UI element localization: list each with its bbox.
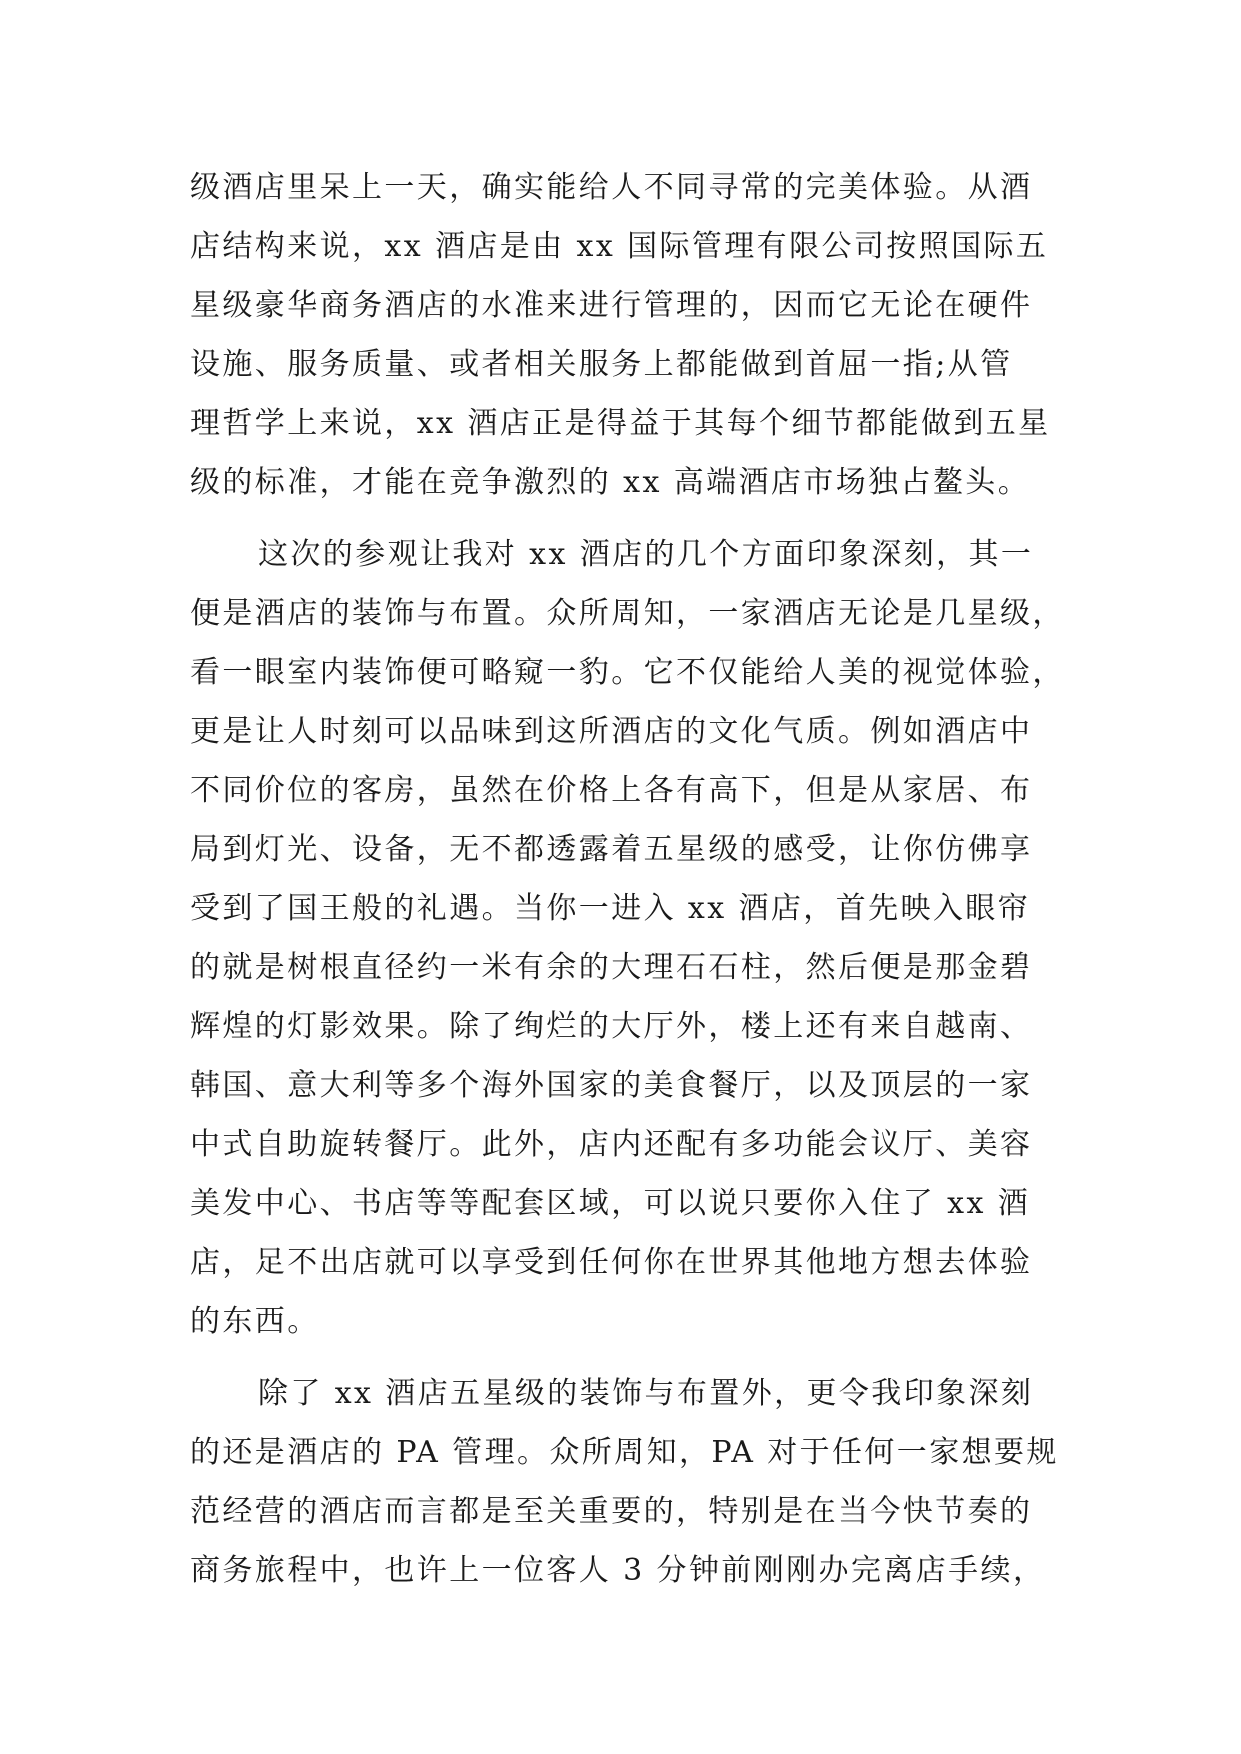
text-line: 看一眼室内装饰便可略窥一豹。它不仅能给人美的视觉体验，: [190, 655, 1065, 690]
paragraph-3: [190, 1364, 1059, 1600]
text-line: 局到灯光、设备，无不都透露着五星级的感受，让你仿佛享: [190, 832, 1033, 867]
text-line: 美发中心、书店等等配套区域，可以说只要你入住了 xx 酒: [190, 1186, 1031, 1221]
text-line: 便是酒店的装饰与布置。众所周知，一家酒店无论是几星级，: [190, 596, 1065, 631]
paragraph-1: [190, 158, 1051, 512]
text-line: 辉煌的灯影效果。除了绚烂的大厅外，楼上还有来自越南、: [190, 1009, 1033, 1044]
paragraph-2: [190, 525, 1065, 1351]
document-body: [190, 158, 1065, 1600]
text-line: 商务旅程中，也许上一位客人 3 分钟前刚刚办完离店手续，: [190, 1553, 1046, 1588]
text-line: 理哲学上来说，xx 酒店正是得益于其每个细节都能做到五星: [190, 406, 1051, 441]
text-line: 星级豪华商务酒店的水准来进行管理的，因而它无论在硬件: [190, 288, 1033, 323]
text-line: 店，足不出店就可以享受到任何你在世界其他地方想去体验: [190, 1245, 1033, 1280]
text-line: 这次的参观让我对 xx 酒店的几个方面印象深刻，其一: [258, 537, 1034, 572]
text-line: 不同价位的客房，虽然在价格上各有高下，但是从家居、布: [190, 773, 1033, 808]
text-line: 中式自助旋转餐厅。此外，店内还配有多功能会议厅、美容: [190, 1127, 1033, 1162]
text-line: 设施、服务质量、或者相关服务上都能做到首屈一指;从管: [190, 347, 1013, 382]
text-line: 范经营的酒店而言都是至关重要的，特别是在当今快节奏的: [190, 1494, 1033, 1529]
text-line: 的还是酒店的 PA 管理。众所周知，PA 对于任何一家想要规: [190, 1435, 1059, 1470]
text-line: 级酒店里呆上一天，确实能给人不同寻常的完美体验。从酒: [190, 170, 1033, 205]
text-line: 级的标准，才能在竞争激烈的 xx 高端酒店市场独占鳌头。: [190, 465, 1031, 500]
text-line: 的东西。: [190, 1304, 320, 1339]
text-line: 更是让人时刻可以品味到这所酒店的文化气质。例如酒店中: [190, 714, 1033, 749]
text-line: 受到了国王般的礼遇。当你一进入 xx 酒店，首先映入眼帘: [190, 891, 1031, 926]
text-line: 韩国、意大利等多个海外国家的美食餐厅，以及顶层的一家: [190, 1068, 1033, 1103]
text-line: 的就是树根直径约一米有余的大理石石柱，然后便是那金碧: [190, 950, 1033, 985]
text-line: 除了 xx 酒店五星级的装饰与布置外，更令我印象深刻: [258, 1376, 1034, 1411]
text-line: 店结构来说，xx 酒店是由 xx 国际管理有限公司按照国际五: [190, 229, 1049, 264]
